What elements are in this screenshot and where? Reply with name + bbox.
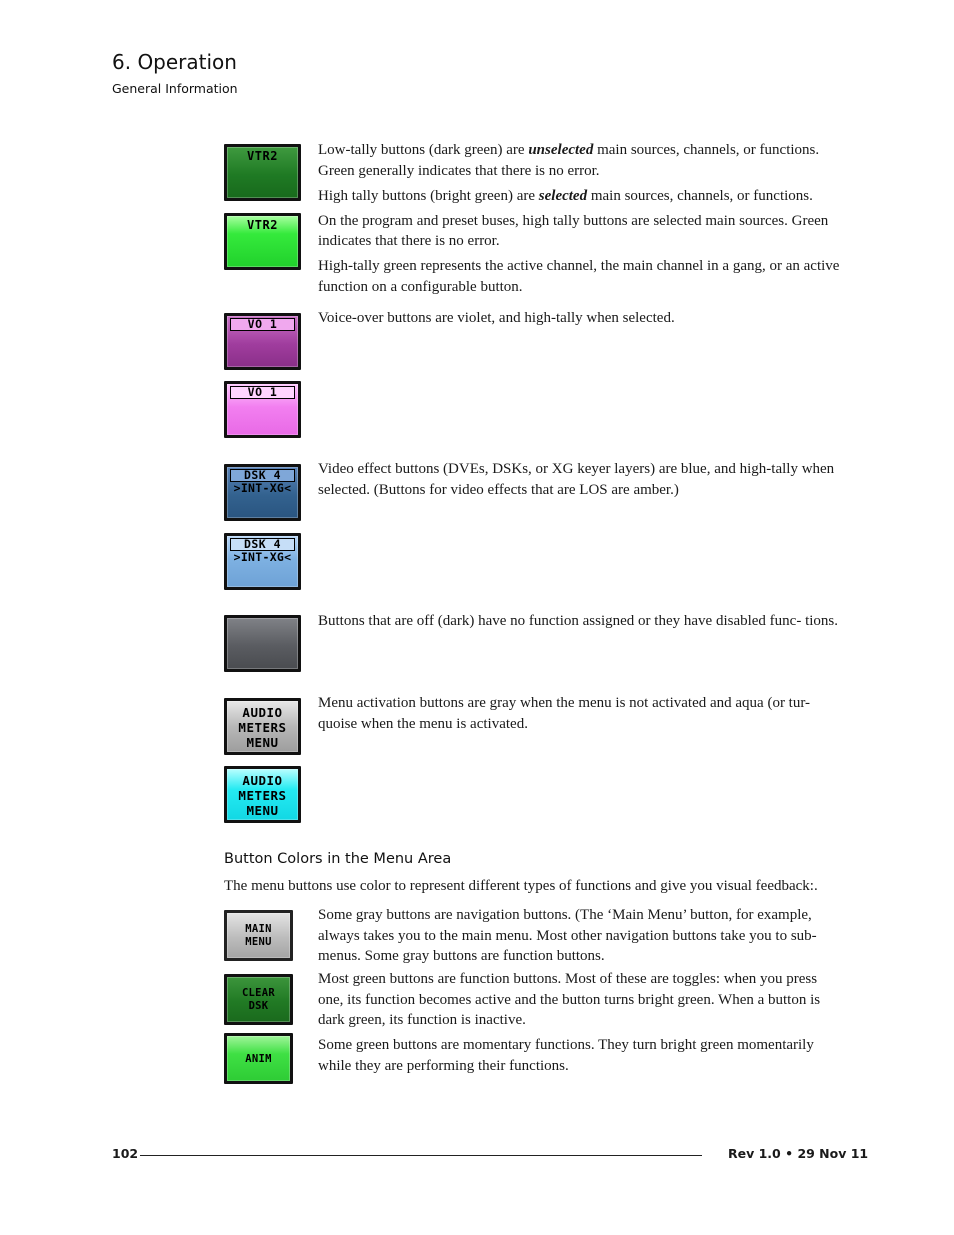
button-label-line1: DSK 4: [230, 538, 295, 551]
button-label-line2: >INT-XG<: [233, 481, 292, 495]
button-label-line1: AUDIO: [242, 773, 283, 788]
section-subtitle: General Information: [112, 81, 238, 96]
clear-dsk-button: [224, 974, 293, 1025]
violet-button-description: Voice-over buttons are violet, and high-tally when selected.: [318, 310, 675, 326]
dsk4-low-tally-button: [224, 464, 301, 521]
revision-label: Rev 1.0 • 29 Nov 11: [728, 1146, 869, 1161]
button-label-line1: MAIN: [245, 923, 272, 935]
menu-area-intro: The menu buttons use color to represent different types of functions and give you visual feedback:.: [224, 878, 818, 894]
button-label: VTR2: [247, 218, 278, 232]
dsk4-high-tally-button: [224, 533, 301, 590]
off-button: [224, 615, 301, 672]
footer-divider: [140, 1155, 702, 1156]
momentary-button-description: Some green buttons are momentary functions. They turn bright green momentarily while they are performing their functions.: [318, 1037, 814, 1074]
page-number: 102: [112, 1146, 139, 1161]
audio-meters-menu-inactive-button: [224, 698, 301, 755]
button-label-line2: MENU: [245, 936, 272, 948]
button-label-line1: DSK 4: [230, 469, 295, 482]
vo1-high-tally-button: [224, 381, 301, 438]
main-menu-button: [224, 910, 293, 961]
vtr2-low-tally-button: [224, 144, 301, 201]
button-label: VTR2: [247, 149, 278, 163]
off-button-description: Buttons that are off (dark) have no function assigned or they have disabled func- tions.: [318, 613, 838, 629]
button-label-line2: METERS: [238, 788, 287, 803]
audio-meters-menu-active-button: [224, 766, 301, 823]
button-label-line1: AUDIO: [242, 705, 283, 720]
navigation-button-description: Some gray buttons are navigation buttons. (The ‘Main Menu’ button, for example, always takes you to the main menu. Most other navigation buttons take you to sub- menus. Some gray buttons are function buttons.: [318, 907, 817, 964]
menu-area-heading: Button Colors in the Menu Area: [224, 851, 452, 867]
menu-activation-description: Menu activation buttons are gray when the menu is not activated and aqua (or tur- quoise when the menu is activated.: [318, 695, 811, 732]
paragraph: High tally buttons (bright green) are selected main sources, channels, or functions.: [318, 187, 813, 204]
button-label-line1: CLEAR: [241, 987, 276, 999]
button-label: VO 1: [230, 386, 295, 399]
button-label-line3: MENU: [246, 735, 279, 750]
paragraph: Low-tally buttons (dark green) are unselected main sources, channels, or functions. Green generally indicates that there is no error.: [318, 142, 820, 179]
anim-button: [224, 1033, 293, 1084]
function-button-description: Most green buttons are function buttons. Most of these are toggles: when you press one, its function becomes active and the button turns bright green. When a button is dark green, its function is inactive.: [318, 971, 821, 1028]
chapter-title: 6. Operation: [112, 50, 237, 74]
vtr2-high-tally-button: [224, 213, 301, 270]
green-button-description: [318, 140, 840, 297]
button-label: VO 1: [230, 318, 295, 331]
vo1-low-tally-button: [224, 313, 301, 370]
button-label-line2: DSK: [248, 1000, 269, 1012]
button-label: ANIM: [245, 1053, 272, 1065]
button-label-line2: >INT-XG<: [233, 550, 292, 564]
blue-button-description: Video effect buttons (DVEs, DSKs, or XG keyer layers) are blue, and high-tally when selected. (Buttons for video effects that are LOS are amber.): [318, 461, 835, 498]
button-label-line2: METERS: [238, 720, 287, 735]
paragraph: High-tally green represents the active channel, the main channel in a gang, or an active function on a configurable button.: [318, 258, 840, 295]
button-label-line3: MENU: [246, 803, 279, 818]
paragraph: On the program and preset buses, high tally buttons are selected main sources. Green indicates that there is no error.: [318, 212, 829, 249]
